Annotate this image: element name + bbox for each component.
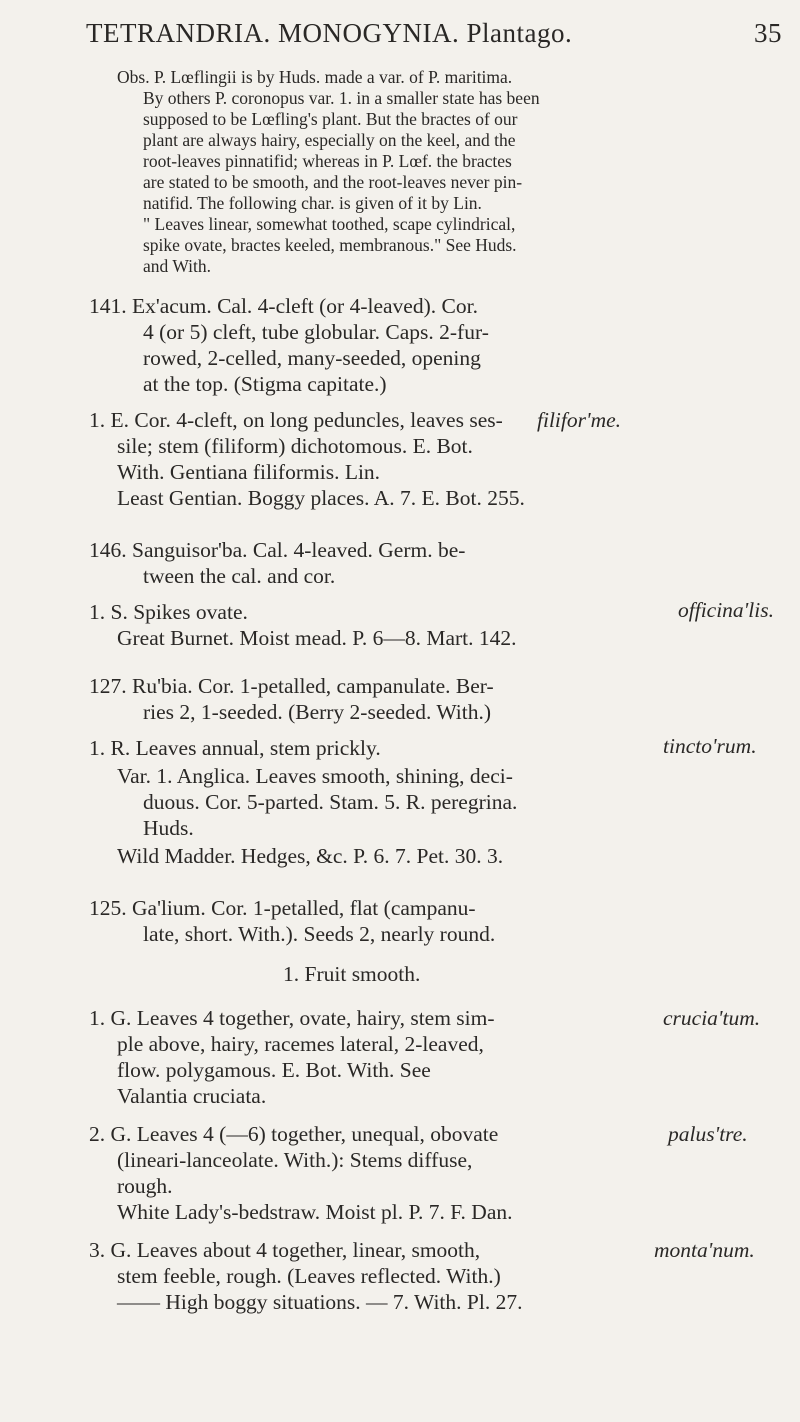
text-line: Great Burnet. Moist mead. P. 6—8. Mart. 142. (117, 626, 517, 650)
species-epithet: officina'lis. (678, 598, 774, 622)
text-line: —— High boggy situations. — 7. With. Pl. 27. (117, 1290, 523, 1314)
text-line: (lineari-lanceolate. With.): Stems diffuse, (117, 1148, 473, 1172)
text-line: late, short. With.). Seeds 2, nearly round. (143, 922, 496, 946)
species-epithet: tincto'rum. (663, 734, 757, 758)
text-line: flow. polygamous. E. Bot. With. See (117, 1058, 431, 1082)
text-line: rowed, 2-celled, many-seeded, opening (143, 346, 481, 370)
text-line: duous. Cor. 5-parted. Stam. 5. R. peregrina. (143, 790, 518, 814)
text-line: 4 (or 5) cleft, tube globular. Caps. 2-fur- (143, 320, 489, 344)
species-epithet: crucia'tum. (663, 1006, 761, 1030)
text-line: rough. (117, 1174, 173, 1198)
text-line: 1. R. Leaves annual, stem prickly. (89, 736, 381, 760)
text-line: tween the cal. and cor. (143, 564, 336, 588)
text-line: 1. G. Leaves 4 together, ovate, hairy, stem sim- (89, 1006, 495, 1030)
text-line: " Leaves linear, somewhat toothed, scape cylindrical, (143, 214, 516, 234)
text-line: 146. Sanguisor'ba. Cal. 4-leaved. Germ. be- (89, 538, 466, 562)
text-line: By others P. coronopus var. 1. in a smaller state has been (143, 88, 540, 108)
text-line: ries 2, 1-seeded. (Berry 2-seeded. With.) (143, 700, 491, 724)
text-line: 2. G. Leaves 4 (—6) together, unequal, obovate (89, 1122, 499, 1146)
text-line: 1. Fruit smooth. (283, 962, 421, 986)
text-line: Least Gentian. Boggy places. A. 7. E. Bot. 255. (117, 486, 525, 510)
species-epithet: palus'tre. (668, 1122, 748, 1146)
text-line: at the top. (Stigma capitate.) (143, 372, 387, 396)
text-line: Wild Madder. Hedges, &c. P. 6. 7. Pet. 30. 3. (117, 844, 504, 868)
header-title: TETRANDRIA. MONOGYNIA. Plantago. (86, 18, 573, 48)
text-line: 127. Ru'bia. Cor. 1-petalled, campanulate. Ber- (89, 674, 494, 698)
text-line: 1. E. Cor. 4-cleft, on long peduncles, leaves ses- (89, 408, 503, 432)
text-line: Valantia cruciata. (117, 1084, 267, 1108)
text-line: Var. 1. Anglica. Leaves smooth, shining, deci- (117, 764, 513, 788)
text-line: 1. S. Spikes ovate. (89, 600, 248, 624)
text-line: supposed to be Lœfling's plant. But the bractes of our (143, 109, 518, 129)
species-epithet: filifor'me. (537, 408, 622, 432)
text-line: Huds. (143, 816, 194, 840)
text-line: Obs. P. Lœflingii is by Huds. made a var. of P. maritima. (117, 67, 513, 87)
species-epithet: monta'num. (654, 1238, 755, 1262)
text-line: ple above, hairy, racemes lateral, 2-leaved, (117, 1032, 484, 1056)
text-line: 141. Ex'acum. Cal. 4-cleft (or 4-leaved). Cor. (89, 294, 478, 318)
text-line: stem feeble, rough. (Leaves reflected. With.) (117, 1264, 501, 1288)
text-line: 125. Ga'lium. Cor. 1-petalled, flat (campanu- (89, 896, 476, 920)
text-line: spike ovate, bractes keeled, membranous." See Huds. (143, 235, 517, 255)
text-line: are stated to be smooth, and the root-leaves never pin- (143, 172, 523, 192)
text-line: White Lady's-bedstraw. Moist pl. P. 7. F. Dan. (117, 1200, 513, 1224)
text-line: With. Gentiana filiformis. Lin. (117, 460, 381, 484)
text-line: root-leaves pinnatifid; whereas in P. Lœf. the bractes (143, 151, 512, 171)
text-line: natifid. The following char. is given of it by Lin. (143, 193, 482, 213)
text-line: 3. G. Leaves about 4 together, linear, smooth, (89, 1238, 481, 1262)
running-header (86, 14, 782, 54)
text-line: and With. (143, 256, 211, 276)
page-number: 35 (754, 18, 782, 48)
text-line: plant are always hairy, especially on the keel, and the (143, 130, 516, 150)
text-line: sile; stem (filiform) dichotomous. E. Bot. (117, 434, 473, 458)
